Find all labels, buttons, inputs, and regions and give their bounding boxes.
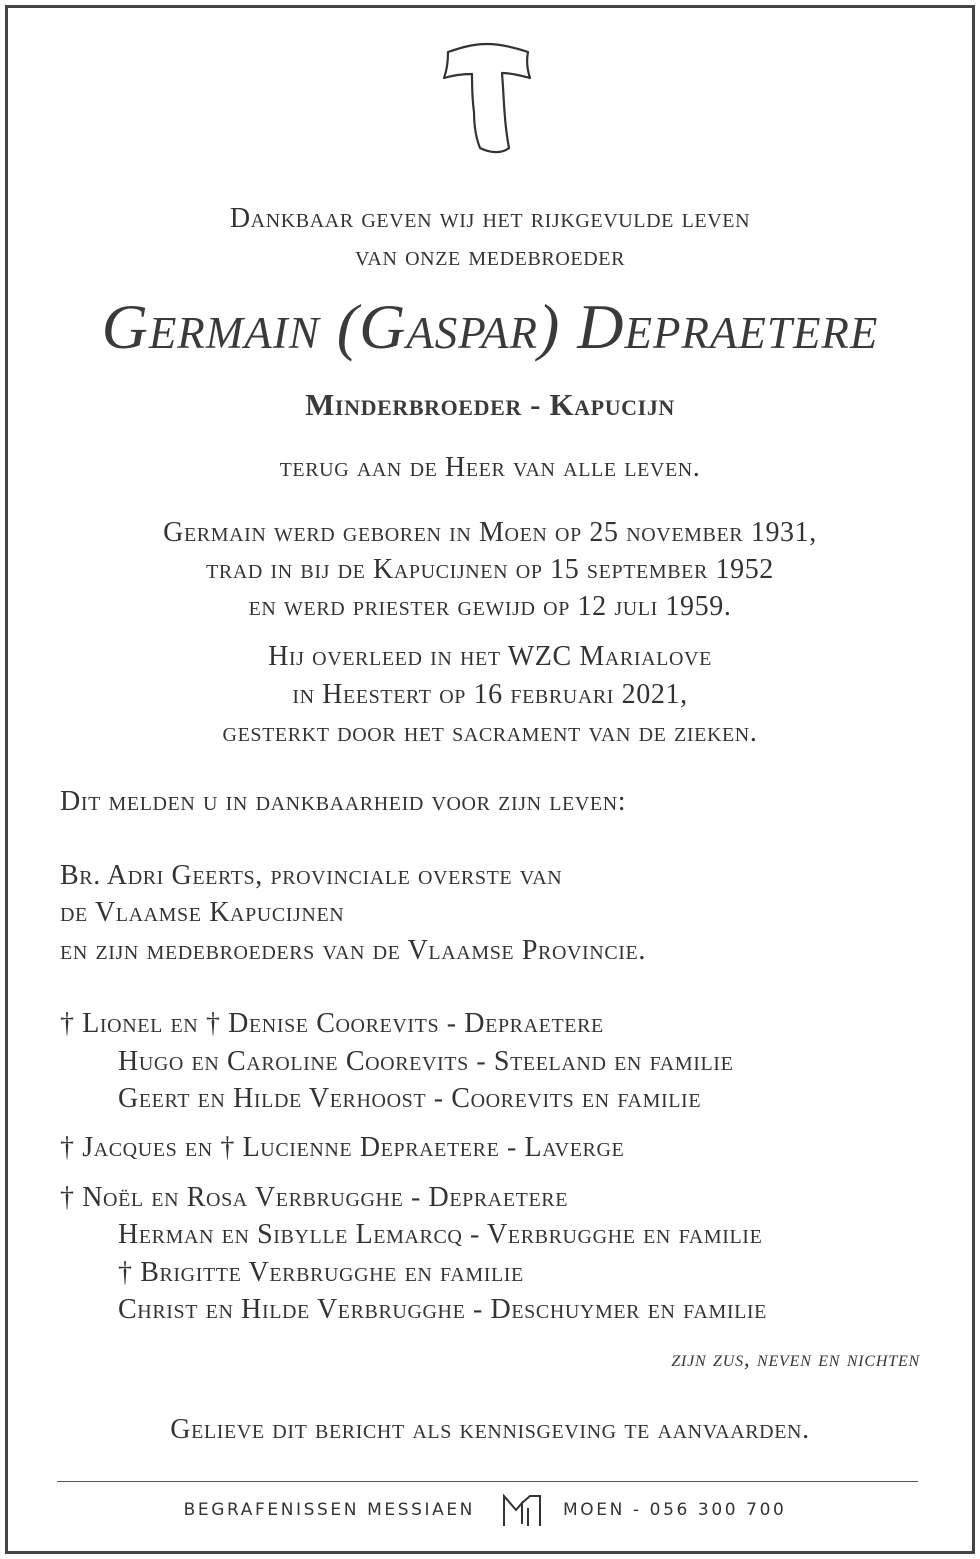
return-line: terug aan de Heer van alle leven. (279, 452, 701, 483)
community-line-3: en zijn medebroeders van de Vlaamse Provincie. (60, 935, 646, 966)
community-line-1: Br. Adri Geerts, provinciale overste van (60, 860, 563, 891)
intro-line-2: van onze medebroeder (354, 241, 626, 272)
intro-text (0, 200, 980, 276)
death-details (0, 638, 980, 752)
family-line: † Brigitte Verbrugghe en familie (118, 1257, 524, 1288)
death-line-3: gesterkt door het sacrament van de zieken. (222, 717, 758, 748)
bio-line-3: en werd priester gewijd op 12 juli 1959. (248, 591, 732, 622)
footer-divider (57, 1481, 918, 1482)
biography (0, 514, 980, 625)
messiaen-logo-icon (502, 1494, 542, 1528)
closing-line: Gelieve dit bericht als kennisgeving te aanvaarden. (170, 1414, 810, 1445)
family-line: † Lionel en † Denise Coorevits - Depraetere (60, 1008, 604, 1039)
death-line-1: Hij overleed in het WZC Marialove (268, 641, 712, 672)
family-role: zijn zus, neven en nichten (671, 1346, 920, 1371)
funeral-home-contact: MOEN - 056 300 700 (563, 1500, 787, 1520)
tau-cross-icon (442, 42, 532, 157)
family-line: Christ en Hilde Verbrugghe - Deschuymer en familie (118, 1294, 767, 1325)
deceased-name: Germain (Gaspar) Depraetere (101, 291, 879, 362)
family-line: Hugo en Caroline Coorevits - Steeland en familie (118, 1046, 734, 1077)
family-line: Herman en Sibylle Lemarcq - Verbrugghe en familie (118, 1219, 763, 1250)
announce-line: Dit melden u in dankbaarheid voor zijn leven: (60, 786, 627, 817)
family-line: † Jacques en † Lucienne Depraetere - Laverge (60, 1132, 625, 1163)
religious-order: Minderbroeder - Kapucijn (305, 387, 675, 422)
death-line-2: in Heestert op 16 februari 2021, (292, 679, 688, 710)
funeral-home-name: BEGRAFENISSEN MESSIAEN (183, 1500, 475, 1520)
family-line: Geert en Hilde Verhoost - Coorevits en familie (118, 1083, 702, 1114)
community-line-2: de Vlaamse Kapucijnen (60, 897, 345, 928)
intro-line-1: Dankbaar geven wij het rijkgevulde leven (229, 203, 751, 234)
bio-line-1: Germain werd geboren in Moen op 25 november 1931, (163, 517, 817, 548)
bio-line-2: trad in bij de Kapucijnen op 15 september 1952 (206, 554, 774, 585)
family-line: † Noël en Rosa Verbrugghe - Depraetere (60, 1182, 569, 1213)
